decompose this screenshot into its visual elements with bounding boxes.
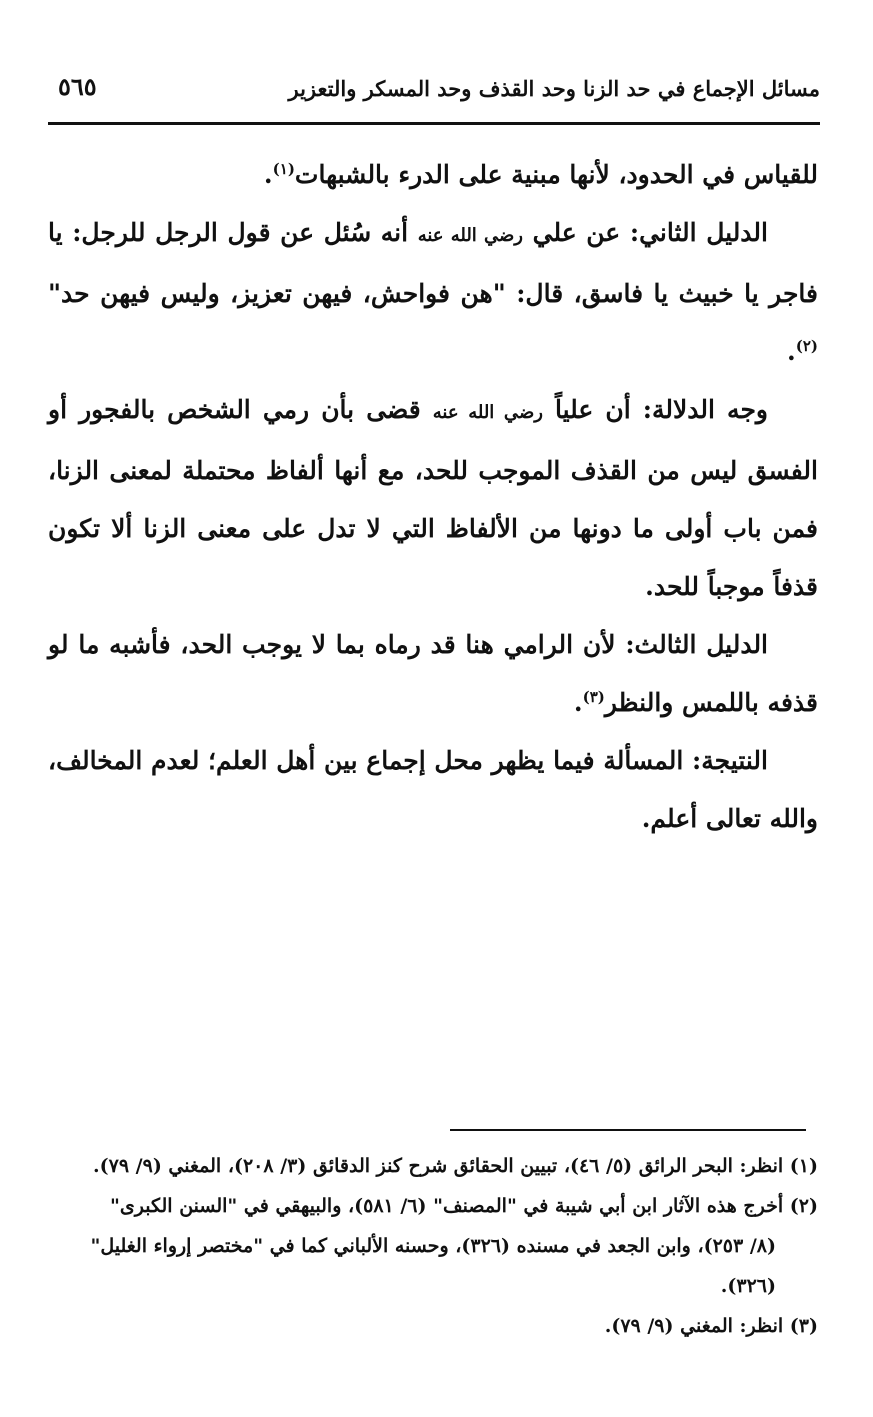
paragraph-3 (48, 381, 818, 616)
footnote-ref-1: (١) (272, 160, 295, 178)
honorific-glyph-2: رضي الله عنه (432, 402, 543, 423)
paragraph-5-text: المسألة فيما يظهر محل إجماع بين أهل العلم؛ لعدم المخالف، والله تعالى أعلم. (48, 746, 818, 833)
footnote-ref-2: (٢) (795, 337, 818, 355)
evidence-3-heading: الدليل الثالث: (625, 630, 769, 659)
main-text (48, 146, 818, 848)
paragraph-2-text-a: عن علي (522, 218, 630, 247)
footnotes (48, 1146, 818, 1346)
paragraph-3-text-b: قضى بأن رمي الشخص بالفجور أو الفسق ليس من القذف الموجب للحد، مع أنها ألفاظ محتملة لمعنى الزنا، فمن باب أولى ما دونها من الألفاظ التي لا تدل على معنى الزنا ألا تكون قذفاً موجباً للحد. (48, 395, 818, 601)
paragraph-1-text: للقياس في الحدود، لأنها مبنية على الدرء بالشبهات (294, 160, 818, 189)
running-title: مسائل الإجماع في حد الزنا وحد القذف وحد المسكر والتعزير (288, 76, 820, 101)
page-header (48, 68, 820, 124)
footnote-1: (١) انظر: البحر الرائق (٥/ ٤٦)، تبيين الحقائق شرح كنز الدقائق (٣/ ٢٠٨)، المغني (٩/ ٧٩). (93, 1155, 818, 1177)
paragraph-4 (48, 616, 818, 732)
paragraph-2-end: . (787, 337, 796, 366)
paragraph-3-text-a: أن علياً (542, 395, 643, 424)
footnote-3: (٣) انظر: المغني (٩/ ٧٩). (604, 1315, 818, 1337)
honorific-glyph: رضي الله عنه (417, 225, 523, 246)
paragraph-4-end: . (573, 688, 583, 717)
evidence-2-heading: الدليل الثاني: (629, 218, 768, 247)
footnote-2-line-3: (٣٢٦). (720, 1275, 776, 1297)
paragraph-5 (48, 732, 818, 848)
header-rule (48, 122, 820, 125)
footnote-separator (450, 1129, 806, 1131)
footnote-2-line-2: (٨/ ٢٥٣)، وابن الجعد في مسنده (٣٢٦)، وحسنه الألباني كما في "مختصر إرواء الغليل" (90, 1235, 776, 1257)
paragraph-1 (48, 146, 818, 204)
paragraph-2-text-b: أنه سُئل عن قول الرجل للرجل: يا فاجر يا خبيث يا فاسق، قال: "هن فواحش، فيهن تعزيز، وليس فيهن حد" (48, 218, 818, 308)
page-number: ٥٦٥ (58, 72, 97, 101)
paragraph-4-text: لأن الرامي هنا قد رماه بما لا يوجب الحد، فأشبه ما لو قذفه باللمس والنظر (48, 630, 818, 717)
result-heading: النتيجة: (692, 746, 768, 775)
paragraph-2 (48, 204, 818, 381)
inference-heading: وجه الدلالة: (642, 395, 768, 424)
paragraph-1-end: . (263, 160, 273, 189)
footnote-2-line-1: (٢) أخرج هذه الآثار ابن أبي شيبة في "المصنف" (٦/ ٥٨١)، والبيهقي في "السنن الكبرى" (110, 1195, 818, 1217)
footnote-ref-3: (٣) (582, 688, 605, 706)
